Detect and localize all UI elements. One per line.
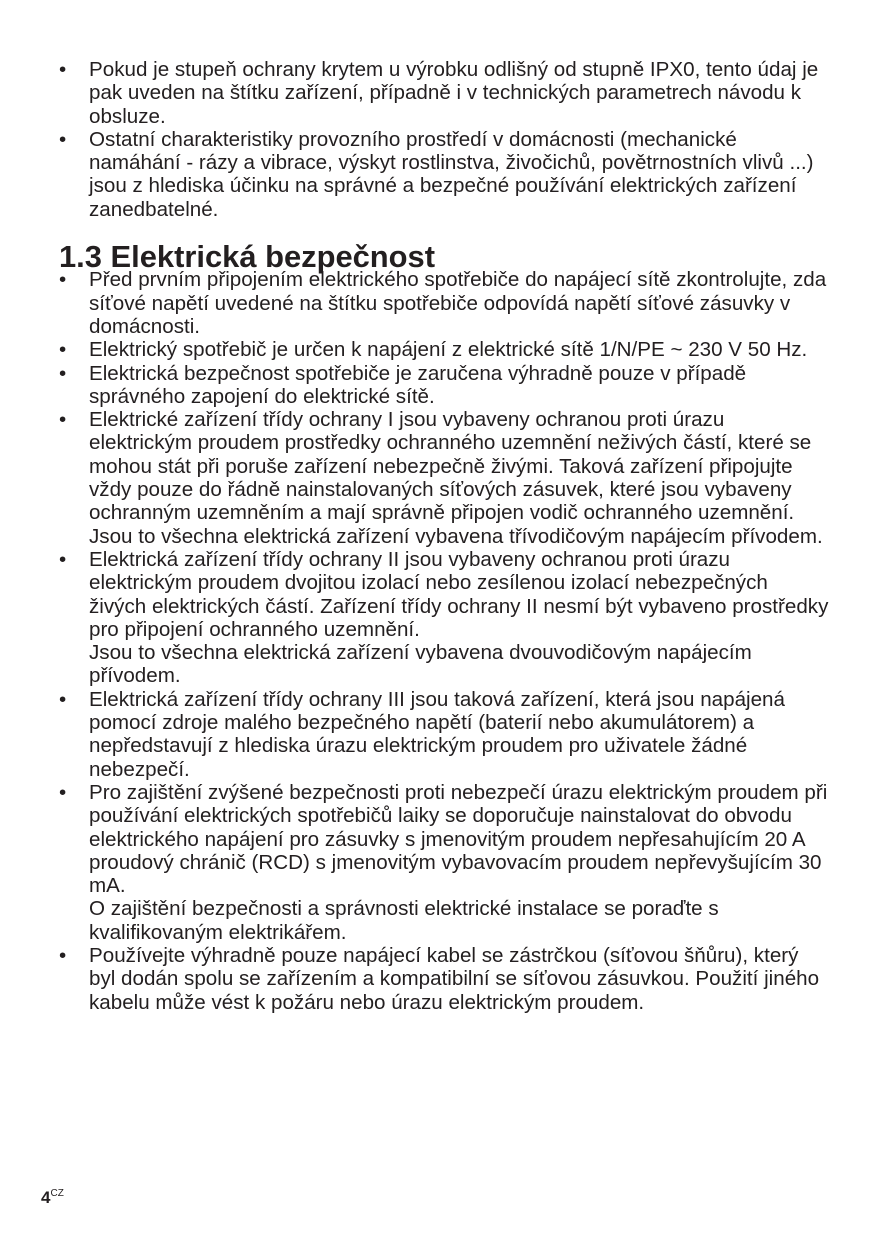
section-bullet-list [59, 268, 829, 1014]
bullet-paragraph: • Pro zajištění zvýšené bezpečnosti proti nebezpečí úrazu elektrickým proudem při používání elektrických spotřebičů laiky se doporučuje nainstalovat do obvodu elektrického napájení pro zásuvky s jmenovitým proudem nepřesahujícím 20 A proudový chránič (RCD) s jmenovitým vybavovacím proudem nepřevyšujícím 30 mA. [89, 780, 828, 898]
bullet-paragraph: • Ostatní charakteristiky provozního prostředí v domácnosti (mechanické namáhání - rázy a vibrace, výskyt rostlinstva, živočichů, povětrnostních vlivů ...) jsou z hlediska účinku na správné a bezpečné používání elektrických zařízení zanedbatelné. [89, 127, 814, 221]
bullet-paragraph: • Pokud je stupeň ochrany krytem u výrobku odlišný od stupně IPX0, tento údaj je pak uveden na štítku zařízení, případně i v technických parametrech návodu k obsluze. [89, 58, 819, 128]
bullet-paragraph: O zajištění bezpečnosti a správnosti elektrické instalace se poraďte s kvalifikovaným elektrikářem. [89, 897, 719, 944]
page-content [59, 58, 829, 1014]
language-code: CZ [50, 1188, 64, 1199]
bullet-item [59, 268, 829, 338]
page-number: 4 [41, 1188, 51, 1207]
section-heading: 1.3 Elektrická bezpečnost [59, 239, 436, 275]
bullet-item [59, 688, 829, 781]
bullet-item [59, 58, 829, 128]
bullet-item [59, 548, 829, 688]
bullet-item [59, 128, 829, 221]
bullet-paragraph: • Elektrická zařízení třídy ochrany II jsou vybaveny ochranou proti úrazu elektrickým proudem dvojitou izolací nebo zesílenou izolací nebezpečných živých elektrických částí. Zařízení třídy ochrany II nesmí být vybaveno prostředky pro připojení ochranného uzemnění. [89, 547, 829, 641]
bullet-item [59, 944, 829, 1014]
bullet-paragraph: • Elektrické zařízení třídy ochrany I jsou vybaveny ochranou proti úrazu elektrickým proudem prostředky ochranného uzemnění neživých částí, které se mohou stát při poruše zařízení nebezpečně živými. Taková zařízení připojujte vždy pouze do řádně nainstalovaných síťových zásuvek, které jsou vybaveny ochranným uzemněním a mají správně připojen vodič ochranného uzemnění. [89, 408, 812, 525]
bullet-item [59, 338, 829, 361]
bullet-paragraph: • Elektrický spotřebič je určen k napájení z elektrické sítě 1/N/PE ~ 230 V 50 Hz. [89, 338, 808, 362]
bullet-paragraph: • Používejte výhradně pouze napájecí kabel se zástrčkou (síťovou šňůru), který byl dodán spolu se zařízením a kompatibilní se síťovou zásuvkou. Použití jiného kabelu může vést k požáru nebo úrazu elektrickým proudem. [89, 943, 820, 1014]
page-footer [41, 1188, 64, 1208]
bullet-paragraph: • Před prvním připojením elektrického spotřebiče do napájecí sítě zkontrolujte, zda síťové napětí uvedené na štítku spotřebiče odpovídá napětí síťové zásuvky v domácnosti. [89, 268, 827, 338]
intro-bullet-list [59, 58, 829, 221]
bullet-paragraph: Jsou to všechna elektrická zařízení vybavena třívodičovým napájecím přívodem. [89, 524, 823, 548]
bullet-paragraph: • Elektrická bezpečnost spotřebiče je zaručena výhradně pouze v případě správného zapojení do elektrické sítě. [89, 361, 747, 408]
bullet-paragraph: • Elektrická zařízení třídy ochrany III jsou taková zařízení, která jsou napájená pomocí zdroje malého bezpečného napětí (baterií nebo akumulátorem) a nepředstavují z hlediska úrazu elektrickým proudem pro uživatele žádné nebezpečí. [89, 687, 785, 781]
bullet-item [59, 408, 829, 548]
bullet-item [59, 362, 829, 409]
bullet-paragraph: Jsou to všechna elektrická zařízení vybavena dvouvodičovým napájecím přívodem. [89, 641, 752, 688]
bullet-item [59, 781, 829, 944]
